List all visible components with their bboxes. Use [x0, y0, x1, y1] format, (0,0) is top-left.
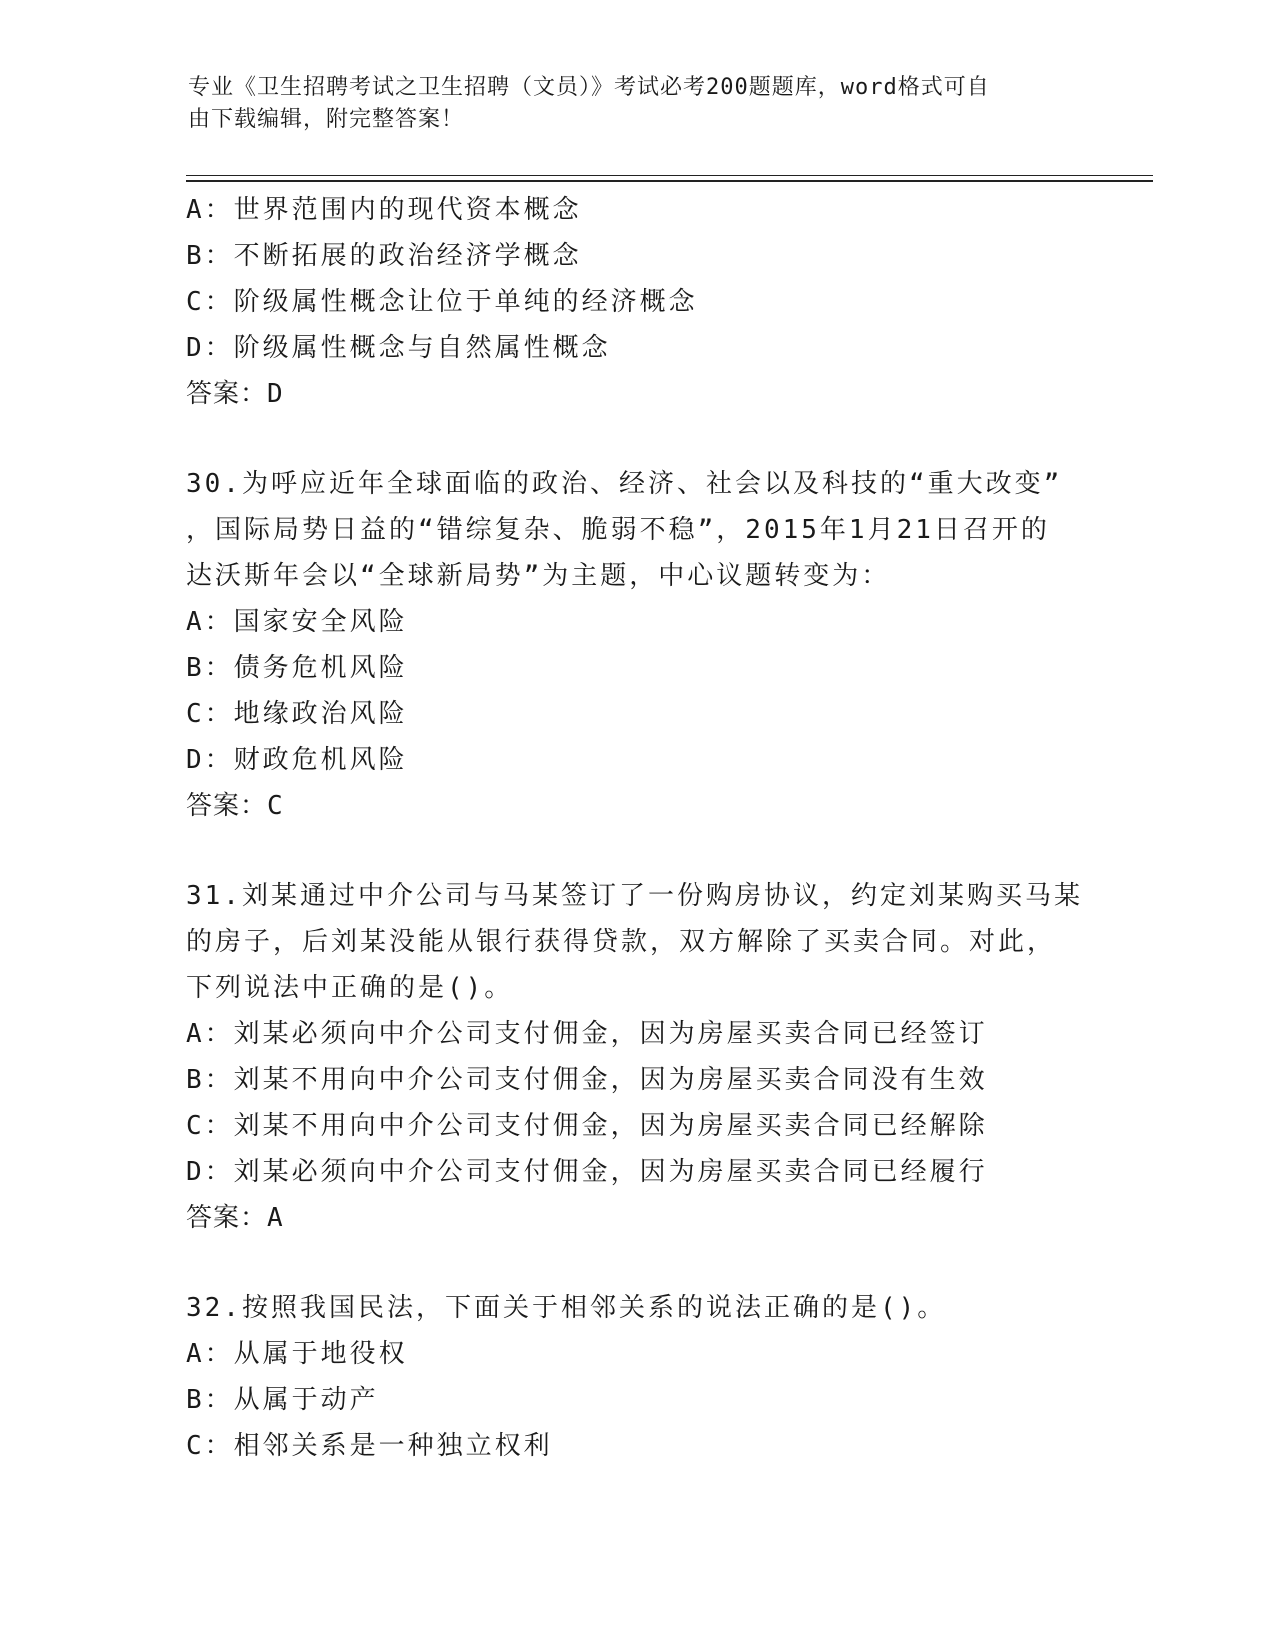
- option-a: A：世界范围内的现代资本概念: [186, 195, 582, 225]
- answer-label: 答案：: [186, 1203, 268, 1233]
- option-a: A：从属于地役权: [186, 1339, 408, 1369]
- option-c: C：阶级属性概念让位于单纯的经济概念: [186, 287, 698, 317]
- question-stem-line: 下列说法中正确的是()。: [186, 973, 514, 1003]
- option-d: D：刘某必须向中介公司支付佣金，因为房屋买卖合同已经履行: [186, 1157, 988, 1187]
- option-c: C：地缘政治风险: [186, 699, 408, 729]
- question-gap: [186, 829, 1086, 873]
- document-header: [188, 72, 1078, 136]
- header-line-1: 专业《卫生招聘考试之卫生招聘（文员）》考试必考200题题库，word格式可自: [188, 75, 990, 100]
- answer-value: A: [267, 1203, 284, 1233]
- question-stem-line: 32.按照我国民法，下面关于相邻关系的说法正确的是()。: [186, 1293, 947, 1323]
- question-stem-line: 30.为呼应近年全球面临的政治、经济、社会以及科技的“重大改变”: [186, 469, 1063, 499]
- answer-line: [186, 783, 1086, 829]
- answer-line: [186, 1195, 1086, 1241]
- header-line-2: 由下载编辑，附完整答案！: [188, 107, 465, 132]
- question-stem-line: 的房子，后刘某没能从银行获得贷款，双方解除了买卖合同。对此，: [186, 927, 1057, 957]
- option-b: B：债务危机风险: [186, 653, 408, 683]
- header-divider-thick: [186, 180, 1153, 182]
- question-32: [186, 1285, 1086, 1469]
- question-block-prev: [186, 187, 1086, 417]
- option-b: B：不断拓展的政治经济学概念: [186, 241, 582, 271]
- question-stem-line: 31.刘某通过中介公司与马某签订了一份购房协议，约定刘某购买马某: [186, 881, 1083, 911]
- answer-value: D: [267, 379, 284, 409]
- question-gap: [186, 1241, 1086, 1285]
- question-31: [186, 873, 1086, 1241]
- header-divider-thin: [186, 175, 1153, 176]
- question-gap: [186, 417, 1086, 461]
- question-30: [186, 461, 1086, 829]
- answer-line: [186, 371, 1086, 417]
- question-list: [186, 187, 1086, 1469]
- answer-label: 答案：: [186, 379, 268, 409]
- option-c: C：刘某不用向中介公司支付佣金，因为房屋买卖合同已经解除: [186, 1111, 988, 1141]
- option-b: B：刘某不用向中介公司支付佣金，因为房屋买卖合同没有生效: [186, 1065, 988, 1095]
- answer-value: C: [267, 791, 284, 821]
- option-d: D：阶级属性概念与自然属性概念: [186, 333, 611, 363]
- option-c: C：相邻关系是一种独立权利: [186, 1431, 553, 1461]
- option-d: D：财政危机风险: [186, 745, 408, 775]
- option-a: A：国家安全风险: [186, 607, 408, 637]
- answer-label: 答案：: [186, 791, 268, 821]
- question-stem-line: 达沃斯年会以“全球新局势”为主题，中心议题转变为：: [186, 561, 891, 591]
- option-b: B：从属于动产: [186, 1385, 379, 1415]
- question-stem-line: ，国际局势日益的“错综复杂、脆弱不稳”，2015年1月21日召开的: [186, 515, 1050, 545]
- option-a: A：刘某必须向中介公司支付佣金，因为房屋买卖合同已经签订: [186, 1019, 988, 1049]
